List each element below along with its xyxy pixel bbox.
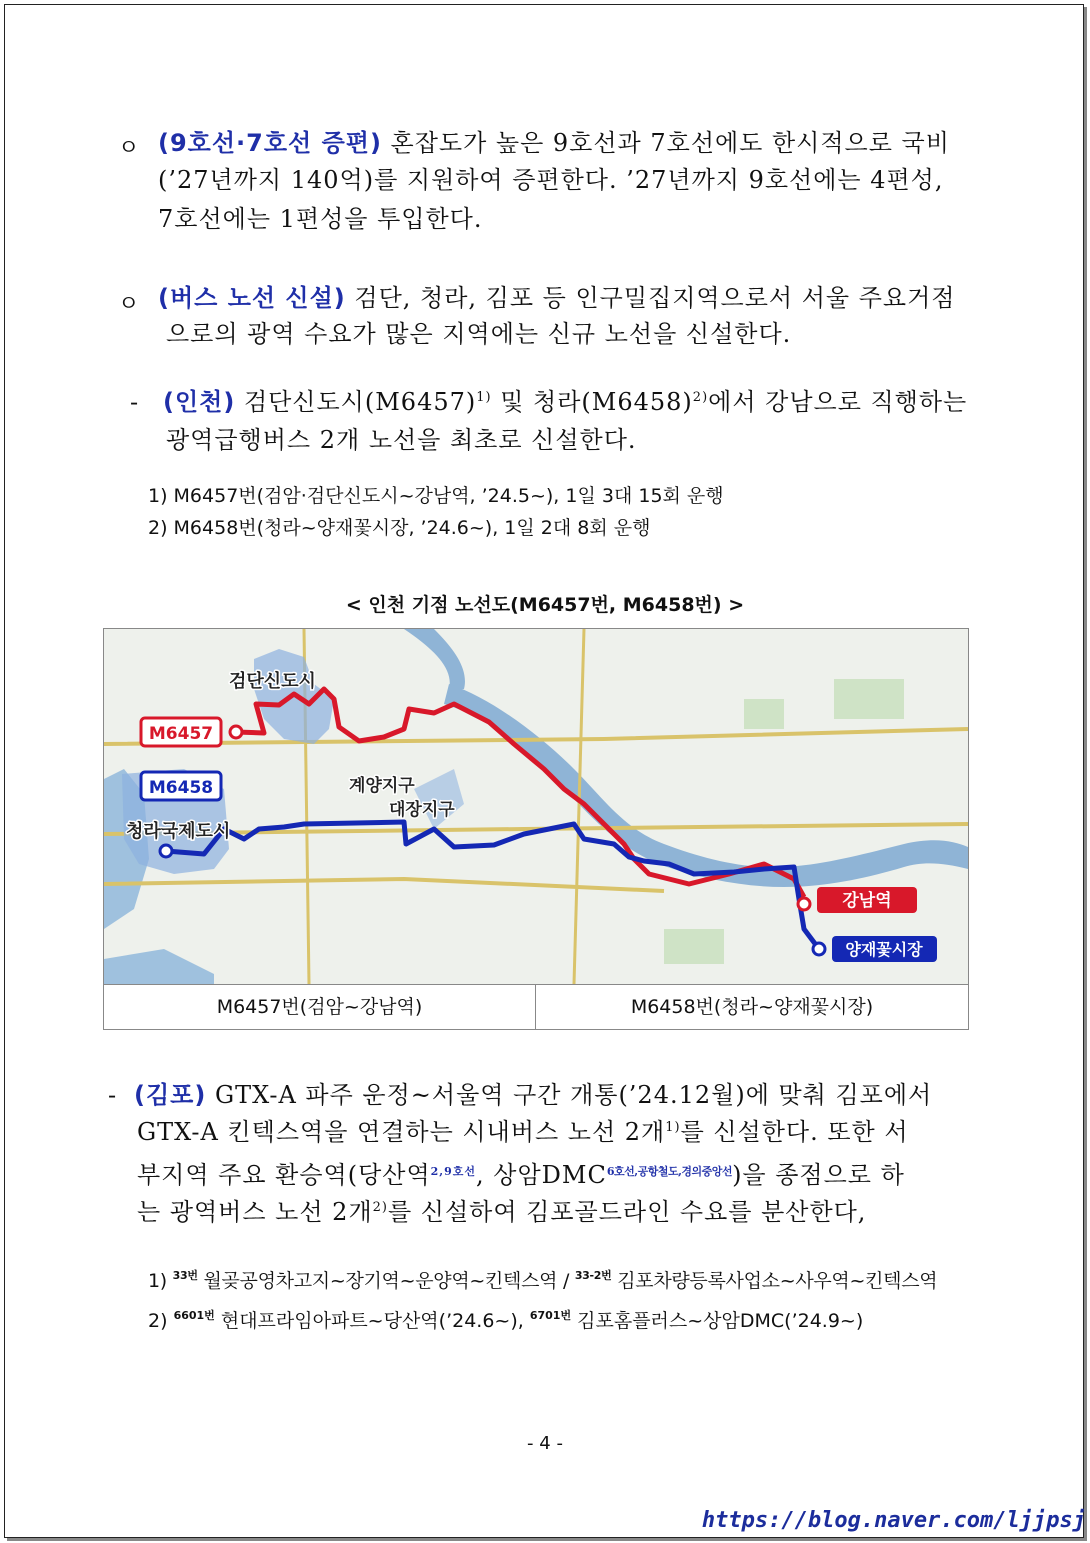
footnote: 2) $^{6601번}$ 현대프라임아파트~당산역(’24.6~), $^{6701번}$ 김포홈플러스~상암DMC(’24.9~)	[148, 1309, 864, 1332]
section1-line1: (9호선·7호선 증편) 혼잡도가 높은 9호선과 7호선에도 한시적으로 국비	[158, 129, 950, 157]
gimpo-line4: 는 광역버스 노선 2개$^{2)}$를 신설하여 김포골드라인 수요를 분산한다,	[137, 1198, 867, 1226]
map-caption: < 인천 기점 노선도(M6457번, M6458번) >	[345, 594, 745, 616]
section-tag: (9호선·7호선 증편)	[158, 129, 382, 157]
gangnam-label: 강남역	[842, 891, 892, 911]
bullet-marker: ㅇ	[118, 292, 140, 317]
footnote: 1) M6457번(검암·검단신도시~강남역, ’24.5~), 1일 3대 15회 운행	[148, 485, 724, 507]
route-map	[103, 628, 969, 1030]
section2-line1: (버스 노선 신설) 검단, 청라, 김포 등 인구밀집지역으로서 서울 주요거점	[158, 284, 956, 312]
gimpo-line2: GTX-A 킨텍스역을 연결하는 시내버스 노선 2개$^{1)}$를 신설한다. 또한 서	[137, 1118, 909, 1146]
gimpo-line1: (김포) GTX-A 파주 운정~서울역 구간 개통(’24.12월)에 맞춰 김포에서	[134, 1081, 933, 1109]
bullet-marker: ㅇ	[118, 136, 140, 161]
gimpo-line3: 부지역 주요 환승역(당산역$^{2,9호선}$, 상암$DMC^{6호선,공항철도,경의중앙선}$)을 종점으로 하	[137, 1161, 905, 1189]
geomdan-label: 검단신도시	[229, 671, 316, 692]
section-tag: (인천)	[163, 388, 236, 416]
section-tag: (버스 노선 신설)	[158, 284, 346, 312]
section-tag: (김포)	[134, 1081, 207, 1109]
gyeyang-label: 계양지구	[349, 776, 415, 796]
footnote: 1) $^{33번}$ 월곶공영차고지~장기역~운양역~킨텍스역 / $^{33-2번}$ 김포차량등록사업소~사우역~킨텍스역	[148, 1269, 938, 1292]
map-image	[104, 629, 968, 984]
daejang-label: 대장지구	[389, 800, 455, 820]
m6458-label: M6458	[148, 778, 214, 798]
yangjae-label: 양재꽃시장	[845, 940, 923, 959]
section2-line2: 으로의 광역 수요가 많은 지역에는 신규 노선을 신설한다.	[166, 320, 792, 348]
dash-marker: -	[108, 1081, 118, 1109]
map-caption-left: M6457번(검암~강남역)	[104, 984, 536, 1030]
section1-line3: 7호선에는 1편성을 투입한다.	[158, 205, 483, 233]
incheon-line2: 광역급행버스 2개 노선을 최초로 신설한다.	[166, 426, 637, 454]
m6457-label: M6457	[148, 724, 214, 744]
watermark: https://blog.naver.com/ljjpsj	[701, 1508, 1086, 1533]
section1-line2: (’27년까지 140억)를 지원하여 증편한다. ’27년까지 9호선에는 4편성,	[158, 166, 944, 194]
incheon-line1: (인천) 검단신도시$(M6457)^{1)}$ 및 청라$(M6458)^{2)}$에서 강남으로 직행하는	[163, 388, 968, 416]
dash-marker: -	[130, 388, 140, 416]
page-number: - 4 -	[527, 1433, 563, 1454]
footnote: 2) M6458번(청라~양재꽃시장, ’24.6~), 1일 2대 8회 운행	[148, 517, 651, 539]
cheongna-label: 청라국제도시	[126, 821, 231, 842]
map-caption-right: M6458번(청라~양재꽃시장)	[536, 984, 968, 1030]
